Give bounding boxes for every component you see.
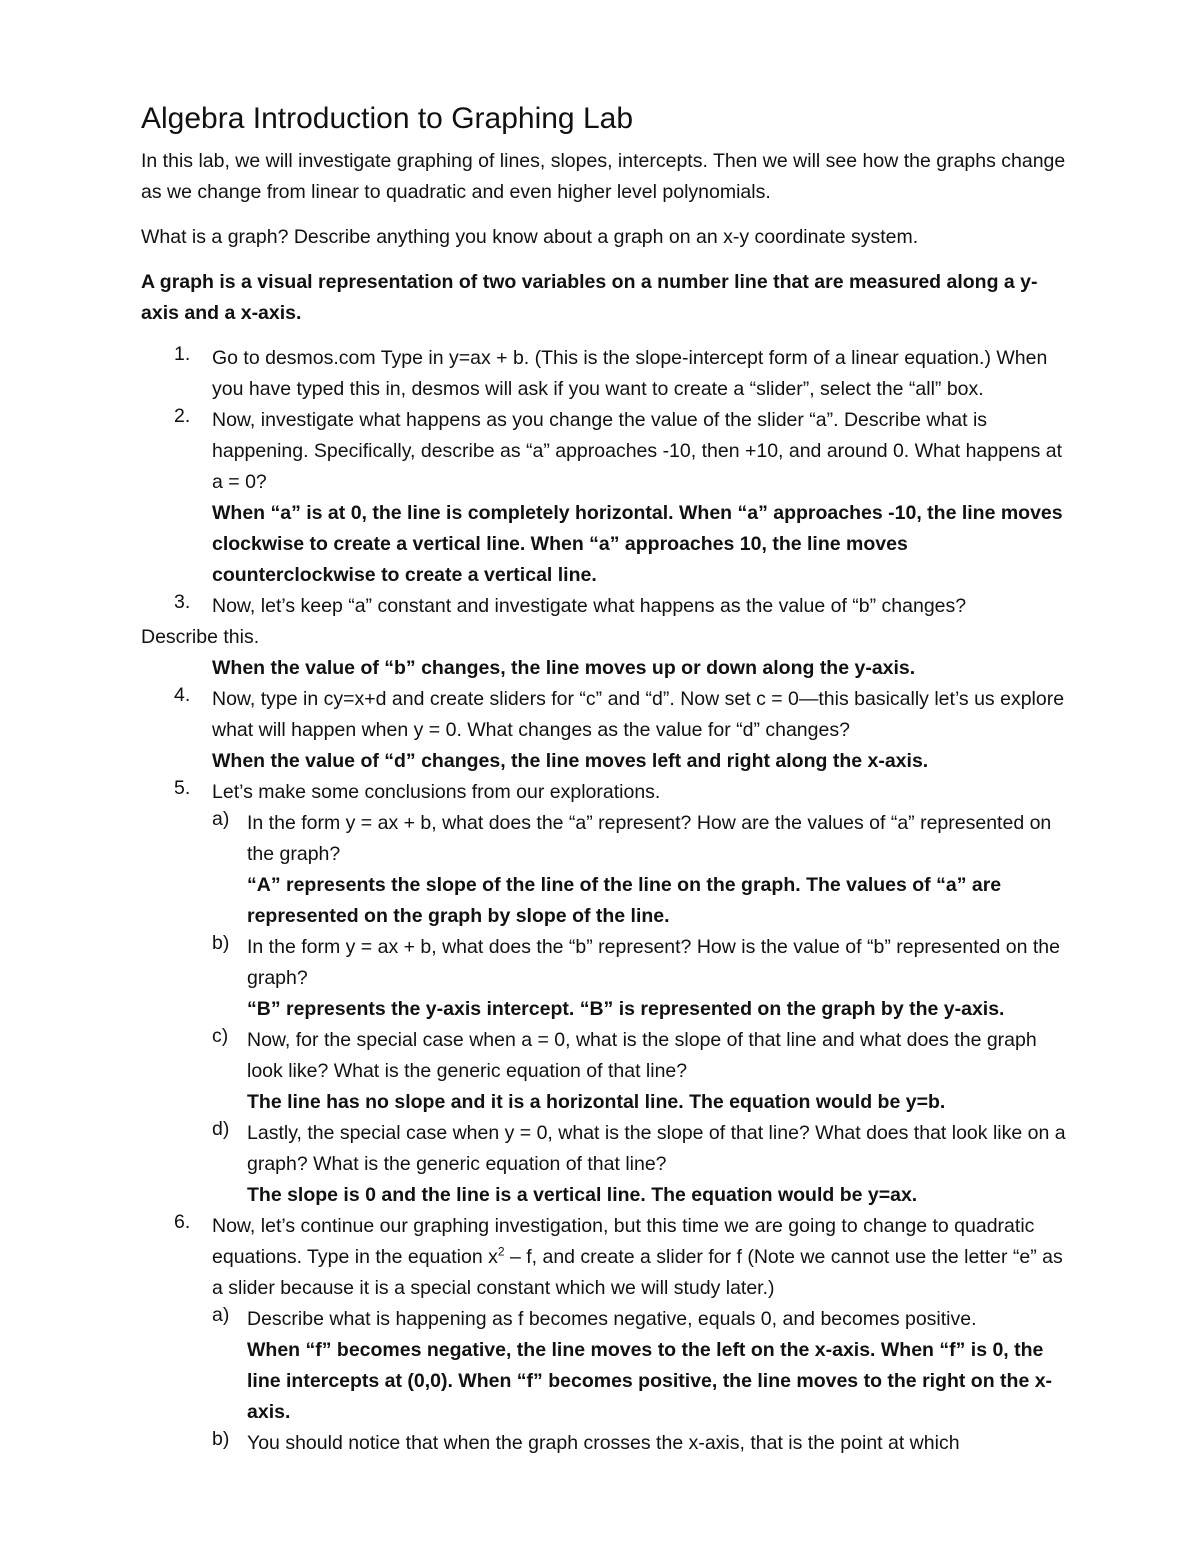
superscript: 2	[497, 1244, 505, 1259]
item-answer: When the value of “b” changes, the line moves up or down along the y-axis.	[212, 657, 916, 679]
list-item-4	[141, 684, 1071, 777]
sub-item-letter: b)	[212, 1428, 230, 1450]
sub-item-letter: b)	[212, 932, 230, 954]
item-number: 1.	[174, 343, 191, 365]
sub-item-6b	[141, 1428, 1071, 1459]
item-text: Now, let’s keep “a” constant and investigate what happens as the value of “b” changes?	[212, 595, 967, 617]
sub-item-answer: “B” represents the y-axis intercept. “B” is represented on the graph by the y-axis.	[247, 998, 1005, 1020]
page-title: Algebra Introduction to Graphing Lab	[141, 102, 633, 135]
item-text: Now, type in cy=x+d and create sliders for “c” and “d”. Now set c = 0—this basically let’s us explore what will happen when y = 0. What changes as the value for “d” changes?	[212, 688, 1065, 741]
sub-item-answer: When “f” becomes negative, the line moves to the left on the x-axis. When “f” is 0, the line intercepts at (0,0). When “f” becomes positive, the line moves to the right on the x-axis.	[247, 1339, 1053, 1423]
sub-item-5a	[141, 808, 1071, 932]
sub-item-text: Describe what is happening as f becomes negative, equals 0, and becomes positive.	[247, 1308, 977, 1330]
intro-paragraph: In this lab, we will investigate graphing of lines, slopes, intercepts. Then we will see how the graphs change as we change from linear to quadratic and even higher level polynomials.	[141, 150, 1066, 203]
sub-item-5d	[141, 1118, 1071, 1211]
item-text-part: – f, and create a slider for f (Note we cannot use the letter “e” as a slider because it is a special constant which we will study later.)	[212, 1246, 1063, 1299]
answer-paragraph: A graph is a visual representation of two variables on a number line that are measured along a y-axis and a x-axis.	[141, 271, 1038, 324]
item-text-part: Now, let’s continue our graphing investigation, but this time we are going to change to quadratic equations. Type in the equation x	[212, 1215, 1035, 1268]
item-continuation: Describe this.	[141, 626, 260, 648]
sub-item-text: You should notice that when the graph crosses the x-axis, that is the point at which	[247, 1432, 960, 1454]
sub-item-text: In the form y = ax + b, what does the “a” represent? How are the values of “a” represented on the graph?	[247, 812, 1052, 865]
sub-item-text: In the form y = ax + b, what does the “b” represent? How is the value of “b” represented on the graph?	[247, 936, 1060, 989]
list-item-2	[141, 405, 1071, 591]
document-content	[141, 100, 1071, 1459]
sub-item-answer: “A” represents the slope of the line of the line on the graph. The values of “a” are represented on the graph by slope of the line.	[247, 874, 1002, 927]
item-text: Let’s make some conclusions from our explorations.	[212, 781, 661, 803]
sub-item-letter: a)	[212, 1304, 230, 1326]
item-text: Now, investigate what happens as you change the value of the slider “a”. Describe what is happening. Specifically, describe as “a” approaches -10, then +10, and around 0. What happens at a = 0?	[212, 409, 1063, 493]
numbered-list	[141, 343, 1071, 1459]
item-answer: When the value of “d” changes, the line moves left and right along the x-axis.	[212, 750, 929, 772]
question-paragraph: What is a graph? Describe anything you know about a graph on an x-y coordinate system.	[141, 226, 919, 248]
sub-item-5b	[141, 932, 1071, 1025]
list-item-3	[141, 591, 1071, 622]
sub-item-letter: d)	[212, 1118, 230, 1140]
item-number: 4.	[174, 684, 191, 706]
sub-item-6a	[141, 1304, 1071, 1428]
sub-item-5c	[141, 1025, 1071, 1118]
item-text: Go to desmos.com Type in y=ax + b. (This is the slope-intercept form of a linear equation.) When you have typed this in, desmos will ask if you want to create a “slider”, select the “all” box.	[212, 347, 1048, 400]
item-number: 2.	[174, 405, 191, 427]
sub-item-answer: The line has no slope and it is a horizontal line. The equation would be y=b.	[247, 1091, 946, 1113]
list-item-6	[141, 1211, 1071, 1304]
sub-item-text: Lastly, the special case when y = 0, what is the slope of that line? What does that look like on a graph? What is the generic equation of that line?	[247, 1122, 1066, 1175]
item-number: 3.	[174, 591, 191, 613]
item-number: 6.	[174, 1211, 191, 1233]
list-item-5	[141, 777, 1071, 808]
item-number: 5.	[174, 777, 191, 799]
sub-item-answer: The slope is 0 and the line is a vertical line. The equation would be y=ax.	[247, 1184, 918, 1206]
item-answer: When “a” is at 0, the line is completely horizontal. When “a” approaches -10, the line moves clockwise to create a vertical line. When “a” approaches 10, the line moves counterclockwise to create a vertical line.	[212, 502, 1063, 586]
sub-item-letter: c)	[212, 1025, 229, 1047]
sub-item-text: Now, for the special case when a = 0, what is the slope of that line and what does the graph look like? What is the generic equation of that line?	[247, 1029, 1037, 1082]
sub-item-letter: a)	[212, 808, 230, 830]
item-text	[212, 1211, 1071, 1304]
list-item-1	[141, 343, 1071, 405]
